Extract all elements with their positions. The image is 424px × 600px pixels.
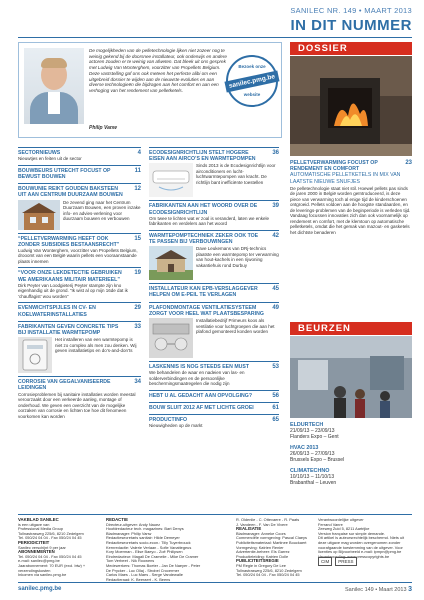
colophon-line: Productieleiding: Katrien Dolle [236,553,289,559]
issue-line: SANILEC NR. 149 • MAART 2013 [290,6,412,15]
article-page: 61 [272,404,279,411]
toc-article[interactable] [18,183,141,229]
article-page: 15 [134,235,141,242]
editorial-intro-box [18,42,282,138]
toc-article[interactable] [149,283,279,298]
toc-article[interactable] [149,414,279,429]
fair-item[interactable] [290,468,412,486]
toc-article[interactable] [18,233,141,265]
colophon-line: Redactiesecretaris sanitair: Hilde Demeyer [106,535,180,541]
header-divider [18,37,412,38]
article-page: 34 [134,379,141,386]
article-desc: We behandelen de waar en nadeien van las- en solderverbindingen en de persoonlijke beschermingsmaatregelen die nodig zijn [149,370,245,387]
toc-article[interactable] [18,321,141,373]
press-logo: PRESS [335,557,356,566]
colophon-line: Vormgeving: Katrien Renier [236,544,284,550]
article-page: 49 [272,304,279,311]
colophon-line: Verantwoordelijke uitgever [318,517,364,522]
colophon-heading: REDACTIE [106,517,128,522]
colophon-line: Tel. 050/24 04 04 - Fax 050/24 04 45 [18,535,82,541]
article-title: FABRIKANTEN GEVEN CONCRETE TIPS BIJ INSTALLATIE WARMTEPOMP [18,323,119,336]
colophon-line: Ferrand Vanre [318,521,343,527]
heat-pump-photo [18,337,52,373]
colophon-line: Tel. 050/24 04 04 - Fax 050/24 04 45 [236,572,300,578]
colophon-heading: PERIODICITEIT [18,539,50,545]
article-page: 39 [272,203,279,210]
article-title: PLAFONDMONTAGE VENTILATIESYSTEEM ZORGT VOOR HEEL WAT PLAATSBESPARING [149,304,264,317]
article-title: EVENWICHTSPIJLES IN CV- EN KOELWATERINSTALLATIES [18,305,96,318]
pellet-stove-photo [290,56,412,156]
article-title: BOUWUNIE REIKT GOUDEN BAKSTEEN UIT AAN CENTRUM DUURZAAM BOUWEN [18,186,123,199]
article-page: 65 [272,417,279,424]
article-title: HEBT U AL GEDACHT AAN OPVOLGING? [149,392,252,399]
article-desc: Het installeren van een warmtepomp is niet zo complex als men zou denken. Wij geven installatietips en do’s-and-don’ts [55,337,137,354]
article-page: 29 [134,305,141,312]
toc-article[interactable] [18,165,141,180]
colophon-col [106,518,228,582]
article-page: 36 [272,150,279,156]
article-title: BOUWBEURS UTRECHT FOCUST OP BEWUST BOUWEN [18,167,111,180]
article-title: BOUW SLUIT 2012 AF MET LICHTE GROEI [149,404,254,411]
toc-article[interactable] [149,390,279,399]
fair-name: ELDURTECH [290,422,324,428]
fair-dates: 26/09/13 – 27/09/13 [290,451,335,457]
colophon-heading: REALISATIE [236,526,262,532]
colophon-col [318,518,412,559]
article-title: FABRIKANTEN AAN HET WOORD OVER DE ECODESIGNRICHTLIJN [149,203,258,216]
fair-list [290,422,412,491]
colophon-line: Carlos Maes - Luc Maes - Serge Vandewalle [106,572,183,578]
colophon-line: Inkomen via sanilec.pmg.be [18,572,67,578]
contents-column-middle [149,147,279,432]
colophon-line: Medewerkers: Thomas Boeter - Jan De Naeyer - Peter [106,562,201,568]
fair-place: Flanders Expo – Gent [290,434,339,440]
colophon-line: Sanilec verschijnt 9 per jaar [18,544,66,550]
colophon-line: Professional Media Group [18,526,63,532]
fair-name: HVAC 2013 [290,445,319,451]
fair-dates: 21/09/13 – 23/09/13 [290,428,335,434]
colophon-line: Redactieraad: K. Beeraert - K. Beens [106,576,171,582]
dossier-article[interactable] [290,160,412,235]
toc-article[interactable] [18,267,141,299]
toc-article[interactable] [18,376,141,419]
article-desc: De zevend ging naar het Centrum Duurzaam Bouwen, een proven inzake info- en advies-verlening voor duurzaam bouwen en verbouwen [63,199,141,222]
fair-place: Brussels Expo – Brussel [290,457,345,463]
dossier-tag: DOSSIER [290,42,412,55]
fair-dates: 10/10/13 – 11/10/13 [290,474,335,480]
article-title: INSTALLATEUR KAN EPB-VERSLAGGEVER HELPEN OM E-PEIL TE VERLAGEN [149,286,258,299]
page-title: IN DIT NUMMER [290,17,412,34]
article-title: CORROSIE VAN GEGALVANISEERDE LEIDINGEN [18,379,111,392]
footer-website[interactable]: sanilec.pmg.be [18,586,62,592]
colophon [18,514,412,582]
airco-photo [149,163,193,197]
dossier-subtitle: AUTOMATISCHE PELLETKETELS IN MIX VAN LAATSTE NIEUWE SNUFJES [290,172,401,185]
dossier-title-text: PELLETVERWARMING FOCUST OP RENDEMENT EN COMFORT [290,160,378,173]
article-desc: Nieuwigheden op de markt [149,423,203,429]
colophon-line: e-mail: sanilec@pmg.be [18,558,60,564]
article-desc: Om twee te lichten wat er zoal is veranderd, laten we enkele fabrikanten en verdelers aan het woord [149,215,270,227]
portrait-shirt [48,92,60,114]
fair-item[interactable] [290,445,412,463]
colophon-line: Tom Verbeet - Nik Roowens [106,558,155,564]
article-page: 11 [134,167,141,174]
colophon-line: Publiciteitsmateriaal: Martinee Bouckaert [236,539,307,545]
article-desc: Sinds 2013 is de Ecodesignrichtlijn voor airconditioners en lucht-luchtwarmtepompen van kracht. De richtlijn bant inefficiënte toestellen [196,163,276,185]
toc-article[interactable] [149,200,279,226]
article-desc: Nieuwtjes en feiten uit de sector [18,156,82,162]
colophon-line: Hoofdredacteur tech. magazines: Bart Denys [106,526,184,532]
footer-divider [18,582,412,583]
colophon-line: Jaarabonnement: 70 EUR (excl. btw) + verzendingskosten [18,562,86,573]
holiday-house-photo [149,246,193,280]
article-page: 33 [134,323,141,330]
article-page: 56 [272,392,279,399]
article-title: PRODUCTINFO [149,417,188,424]
toc-article[interactable] [149,147,279,197]
colophon-line: Commerciële vormgeving: Pascal Claeys [236,535,307,541]
colophon-line: Tollnastrasweg 225/6, 8210 Zedelgem [236,567,302,573]
badge-bottom-text: website [243,92,261,97]
article-title: “PELLETVERWARMING HEEFT OOK ZONDER SUBSIDIES BESTAANSRECHT” [18,235,120,248]
cim-logo: CIM [318,557,332,566]
toc-article[interactable] [149,402,279,411]
footer-issue: Sanilec 149 • Maart 2013 [345,587,407,593]
editor-portrait [24,48,84,124]
toc-article[interactable] [149,361,279,387]
colophon-heading: VAKBLAD SANILEC [18,517,59,522]
colophon-line: Dit artikel is auteursrechtelijk beschermd. Niets uit deze uitgave mag worden overgenomen zonder voorafgaande toestemming van de uitgever. Voor licenties op Bijvoorbeeld e-mail: ipmpn@pmg.be [318,535,405,555]
page-number: 3 [408,586,412,593]
article-desc: Dave Leukemans van DRj-technics plaatste een warmtepomp ter verwarming van hout-kachels in een rijwoning vakantiehuis rond Durbuy [196,246,279,268]
article-desc: Dirk Peyter van Loodgieterij Peyter stampte zijn kno eigenhandig uit de grond. “Ik wist al op mijn 16de dat ik ‘chauffagist’ wou worden” [18,282,128,299]
colophon-line: Kernredactie: Valerie Verlaan - Sofie Vanattegeus [106,544,192,550]
colophon-line: Tollnastrasweg 225/6, 8210 Zedelgem [18,530,84,536]
colophon-line: Advertentie-beheer: Els Garrez [236,549,290,555]
colophon-line: Verantwoording: www.presscopyrights.be [318,553,390,559]
dossier-text: De pelletechnologie staat niet stil. Hoewel pellets pas sinds de jaren 2000 in België worden geïntroduceerd, is deze piece van verwarming toch al enige tijd de kinderschoenen ontgroeid. Pellets voldoen aan de hoogste standaarden, en de leverings-problemen van de beginperiode is verleden tijd. Vandaag focussen innovaties zich dan ook voornamelijk op rendement en comfort, met de klemtoon op automatische pelletketels, omdat die het gemak van mazout- en gasketels het dichtste benaderen [290,185,411,235]
fair-item[interactable] [290,422,412,440]
website-badge[interactable] [226,55,278,107]
editorial-text: De mogelijkheden van de pelletechnologie lijken niet zozeer nog te weinig gekend bij de doorsnee installateur, ook onderwijs en andere actoren zouden er te weinig van afweten. Dat bleek uit ons gesprek met Ludwig Van Wonterghem, voorzitter van Propellets Belgium. Deze vaststelling gaf ons ook meteen het perfecte alibi om een uitgebreid dossier te wijden aan de nieuwste evoluties en aan diverse technologieën die bijdragen aan het comfort en aan een verhoging van het rendement van pelletketels. [89,48,227,93]
toc-article[interactable] [149,230,279,280]
article-desc: Ludwig Van Wonterghem, voorzitter van Propellets Belgium, drooomt van een België waarin pellets een vooraanstaande plaats innemen [18,247,138,264]
article-page: 19 [134,270,141,277]
dossier-title [290,160,412,172]
colophon-line: Directeur-uitgever: Andy Nauez [106,521,161,527]
colophon-line: R. Oldenlie - C. Ottevaere - R. Paats [236,517,300,522]
dossier-page: 23 [405,160,412,166]
colophon-line: Bladmanager: Anneke Coors [236,530,286,536]
article-title: LASKENNIS IS NOG STEEDS EEN MUST [149,364,250,371]
article-page: 4 [137,150,141,156]
article-title: SECTORNIEUWS [18,150,61,156]
colophon-line: Eindredacteur: Magali De Cramelie - Mike De Cramer [106,553,199,559]
fair-place: Brabanthal – Leuven [290,480,337,486]
article-page: 12 [134,186,141,193]
colophon-heading: PUBLICITEITSREGIE [236,558,279,564]
colophon-line: Kory Moerman - Elise Baeyo - Zoë Philipsen [106,549,183,555]
toc-article[interactable] [18,302,141,317]
portrait-hair [41,58,67,68]
beurzen-tag: BEURZEN [290,322,412,335]
article-page: 42 [272,232,279,239]
colophon-line: J. Vandeen - F. Van De Vivere [236,521,288,527]
colophon-heading: ABONNEMENTEN [18,549,55,555]
article-title: “VOOR ONZE LEKDETECTIE GEBRUIKEN WE AMERIKAANS MILITAIR MATERIEEL” [18,270,122,283]
colophon-line: is een uitgave van [18,521,50,527]
colophon-col [18,518,100,578]
colophon-line: PM Regie in Gregory De Lee [236,562,286,568]
colophon-line: Tel. 050/24 04 04 - Fax 050/24 04 45 [18,553,82,559]
colophon-line: Version française sur simple demande. [318,530,386,536]
colophon-line: Redactiesecretaris socio-econ.: Tilly Tuyerbrouck [106,539,191,545]
house-photo [18,200,60,230]
colophon-col [236,518,312,578]
badge-url: sanilec.pmg.be [224,71,279,93]
trade-fair-photo [290,336,412,418]
footer-page-info [345,586,412,593]
article-title: ECODESIGNRICHTLIJN STELT HOGERE EISEN AAN AIRCO’S EN WARMTEPOMPEN [149,150,256,163]
badge-top-text: Bezoek onze [238,64,266,69]
article-page: 53 [272,364,279,371]
certification-logos [318,557,357,566]
toc-article[interactable] [18,147,141,162]
article-desc: Installatiebedrijf Primeurs koos als ventilatie voor luchtgroepen die aan het plafond gemonteerd konden worden [196,318,275,335]
article-page: 45 [272,286,279,293]
contents-column-left [18,147,141,422]
toc-article[interactable] [149,302,279,358]
colophon-line: De Prycker - Luc Ollaj - Strobel Crocermer [106,567,180,573]
fair-name: CLIMATECHNO [290,468,330,474]
article-title: WARMTEPOMPTECHNIEK ZEKER OOK TOE TE PASSEN BIJ VERBOUWINGEN [149,232,259,246]
editorial-signature: Philip Vanw [89,125,117,131]
colophon-line: Bladmanager: Philip Vanw [106,530,152,536]
ventilation-duct-photo [149,318,193,358]
colophon-line: Zeeweg Zuid 5, 8211 Aartrijke [318,526,370,532]
article-desc: Corrosieproblemen bij sanitaire installaties worden meestal veroorzaakt door een verkeerde aanleg, montage of onderhoud. We geven een overzicht van de mogelijke oorzaken van corrosie en lichten toe hoe dit fenomeen voorkomen kan worden [18,391,136,419]
